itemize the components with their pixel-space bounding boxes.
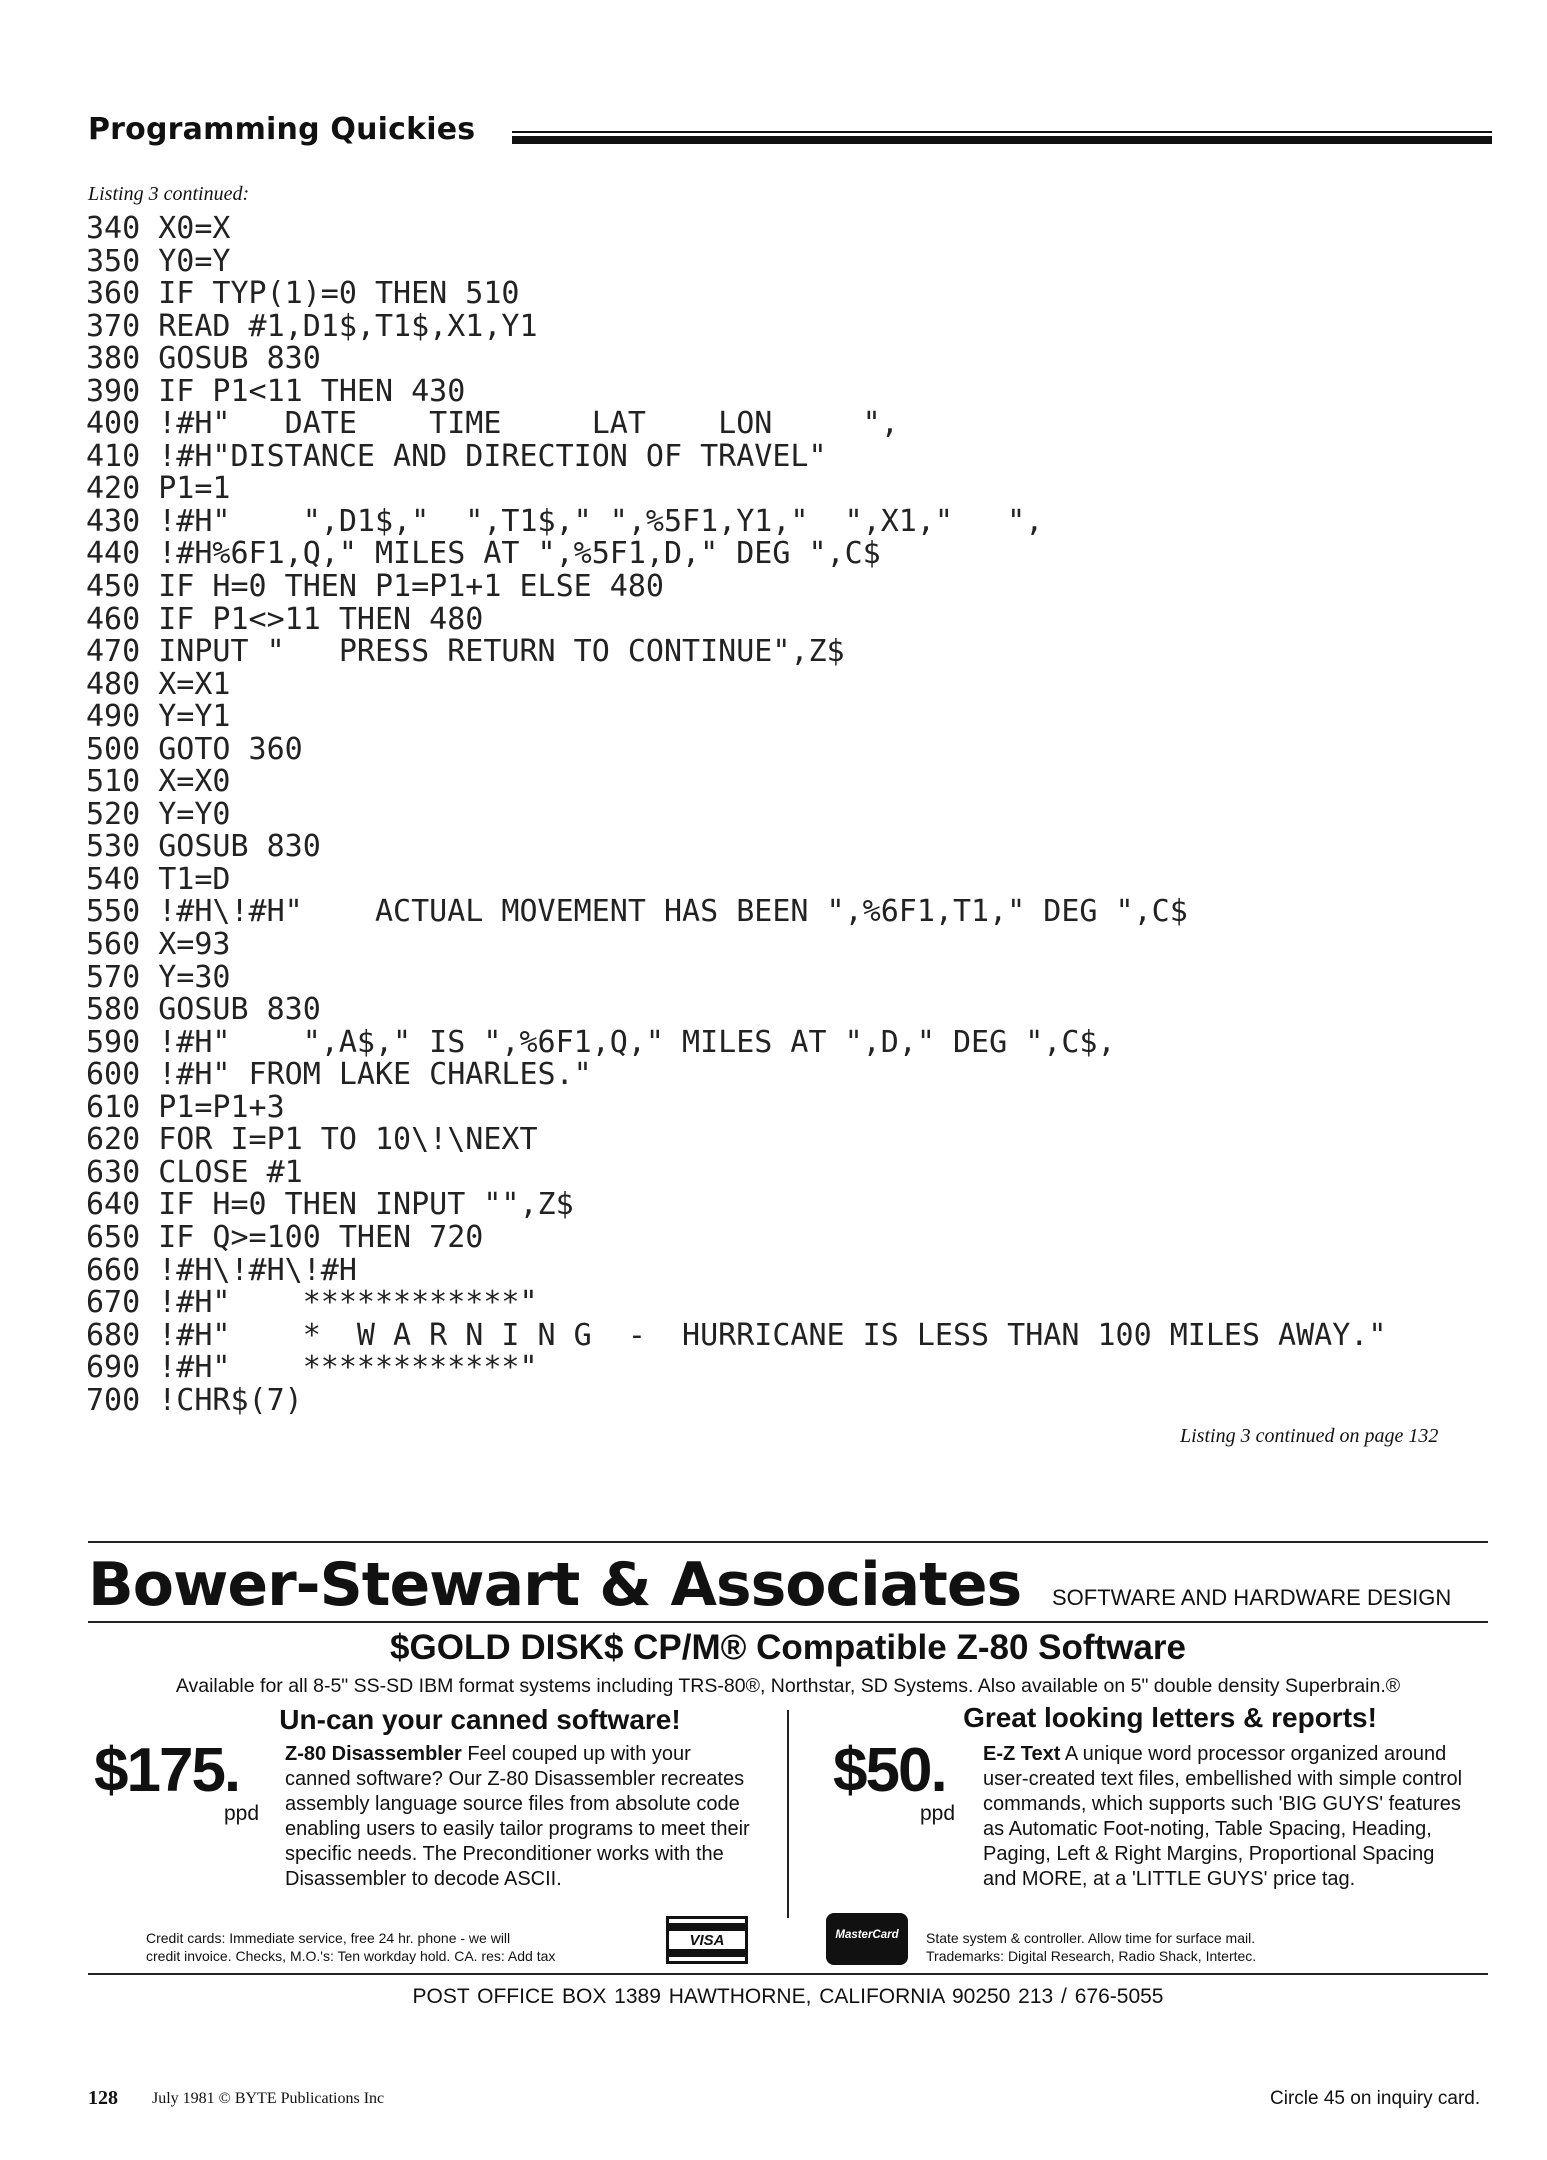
ad-top-rule [88,1541,1488,1543]
code-line: 550 !#H\!#H" ACTUAL MOVEMENT HAS BEEN ",%6F1,T1," DEG ",C$ [86,894,1188,930]
code-line: 420 P1=1 [86,471,231,507]
ad-company-subtitle: SOFTWARE AND HARDWARE DESIGN [1052,1585,1452,1610]
disassembler-price: $175. [94,1736,240,1805]
header-rule [512,136,1492,144]
code-line: 340 X0=X [86,211,231,246]
code-line: 460 IF P1<>11 THEN 480 [86,601,484,637]
mastercard-label: MasterCard [835,1929,899,1941]
code-line: 560 X=93 [86,927,231,963]
ad-address: POST OFFICE BOX 1389 HAWTHORNE, CALIFORNIA 90250 213 / 676-5055 [412,1985,1164,2008]
code-line: 650 IF Q>=100 THEN 720 [86,1219,484,1255]
code-line: 610 P1=P1+3 [86,1089,285,1125]
left-column-heading: Un-can your canned software! [279,1704,681,1735]
code-line: 390 IF P1<11 THEN 430 [86,373,466,409]
code-line: 680 !#H" * W A R N I N G - HURRICANE IS LESS THAN 100 MILES AWAY." [86,1317,1387,1353]
code-line: 490 Y=Y1 [86,699,231,735]
code-line: 660 !#H\!#H\!#H [86,1252,357,1288]
code-line: 670 !#H" ************" [86,1285,538,1321]
eztext-ppd: ppd [920,1802,956,1825]
code-line: 520 Y=Y0 [86,796,231,832]
credit-note [146,1929,666,1965]
code-line: 590 !#H" ",A$," IS ",%6F1,Q," MILES AT ",D," DEG ",C$, [86,1024,1116,1060]
disassembler-description: Feel couped up with your canned software? Our Z-80 Disassembler recreates assembly language source files from absolute code enabling users to easily tailor programs to meet their specific needs. The Preconditioner works with the Disassembler to decode ASCII. [285,1743,750,1890]
code-line: 510 X=X0 [86,764,231,800]
code-line: 480 X=X1 [86,666,231,702]
code-line: 600 !#H" FROM LAKE CHARLES." [86,1057,592,1093]
visa-logo-icon [666,1916,748,1964]
eztext-blurb [983,1742,1463,1892]
code-listing [86,213,1386,1417]
listing-continued-note: Listing 3 continued on page 132 [1180,1425,1439,1447]
header-rule-thin [512,131,1492,133]
eztext-description: A unique word processor organized around user-created text files, embellished with simple control commands, which supports such 'BIG GUYS' features as Automatic Foot-noting, Table Spacing, Heading, Paging, Left & Right Margins, Proportional Spacing and MORE, at a 'LITTLE GUYS' price tag. [983,1743,1463,1890]
page-number: 128 [88,2087,118,2109]
code-line: 400 !#H" DATE TIME LAT LON ", [86,406,899,442]
ad-company-name: Bower-Stewart & Associates [88,1550,1022,1620]
code-line: 470 INPUT " PRESS RETURN TO CONTINUE",Z$ [86,634,845,670]
listing-caption: Listing 3 continued: [88,183,250,205]
code-line: 640 IF H=0 THEN INPUT "",Z$ [86,1187,574,1223]
credit-note-line: Credit cards: Immediate service, free 24 hr. phone - we will [146,1930,511,1946]
visa-label: VISA [689,1932,725,1949]
trademark-note-line: State system & controller. Allow time for surface mail. [926,1930,1256,1946]
ad-bottom-rule [88,1973,1488,1975]
eztext-product-name: E-Z Text [983,1743,1061,1765]
column-divider [787,1710,789,1918]
code-line: 530 GOSUB 830 [86,829,321,865]
code-line: 360 IF TYP(1)=0 THEN 510 [86,276,520,312]
disassembler-product-name: Z-80 Disassembler [285,1743,462,1765]
code-line: 410 !#H"DISTANCE AND DIRECTION OF TRAVEL" [86,438,827,474]
code-line: 620 FOR I=P1 TO 10\!\NEXT [86,1122,538,1158]
mastercard-logo-icon [826,1913,908,1965]
ad-availability: Available for all 8-5" SS-SD IBM format systems including TRS-80®, Northstar, SD Systems. Also available on 5" double density Superbrain.® [175,1675,1401,1697]
trademark-note-line: Trademarks: Digital Research, Radio Shack, Intertec. [926,1948,1257,1964]
right-column-heading: Great looking letters & reports! [963,1702,1377,1733]
code-line: 540 T1=D [86,861,231,897]
code-line: 440 !#H%6F1,Q," MILES AT ",%5F1,D," DEG ",C$ [86,536,881,572]
trademark-note [926,1929,1446,1965]
code-line: 570 Y=30 [86,959,231,995]
code-line: 430 !#H" ",D1$," ",T1$," ",%5F1,Y1," ",X1," ", [86,503,1044,539]
eztext-price: $50. [833,1736,946,1805]
code-line: 450 IF H=0 THEN P1=P1+1 ELSE 480 [86,569,664,605]
code-line: 350 Y0=Y [86,243,231,279]
section-title: Programming Quickies [88,112,476,147]
code-line: 500 GOTO 360 [86,731,303,767]
ad-mid-rule [88,1621,1488,1623]
code-line: 630 CLOSE #1 [86,1154,303,1190]
disassembler-ppd: ppd [224,1802,260,1825]
disassembler-blurb [285,1742,755,1892]
ad-headline: $GOLD DISK$ CP/M® Compatible Z-80 Software [390,1628,1186,1667]
code-line: 700 !CHR$(7) [86,1382,303,1418]
code-line: 370 READ #1,D1$,T1$,X1,Y1 [86,308,538,344]
publication-date: July 1981 © BYTE Publications Inc [152,2090,385,2107]
credit-note-line: credit invoice. Checks, M.O.'s: Ten workday hold. CA. res: Add tax [146,1948,556,1964]
code-line: 380 GOSUB 830 [86,341,321,377]
code-line: 690 !#H" ************" [86,1350,538,1386]
inquiry-note: Circle 45 on inquiry card. [1270,2088,1481,2109]
code-line: 580 GOSUB 830 [86,992,321,1028]
